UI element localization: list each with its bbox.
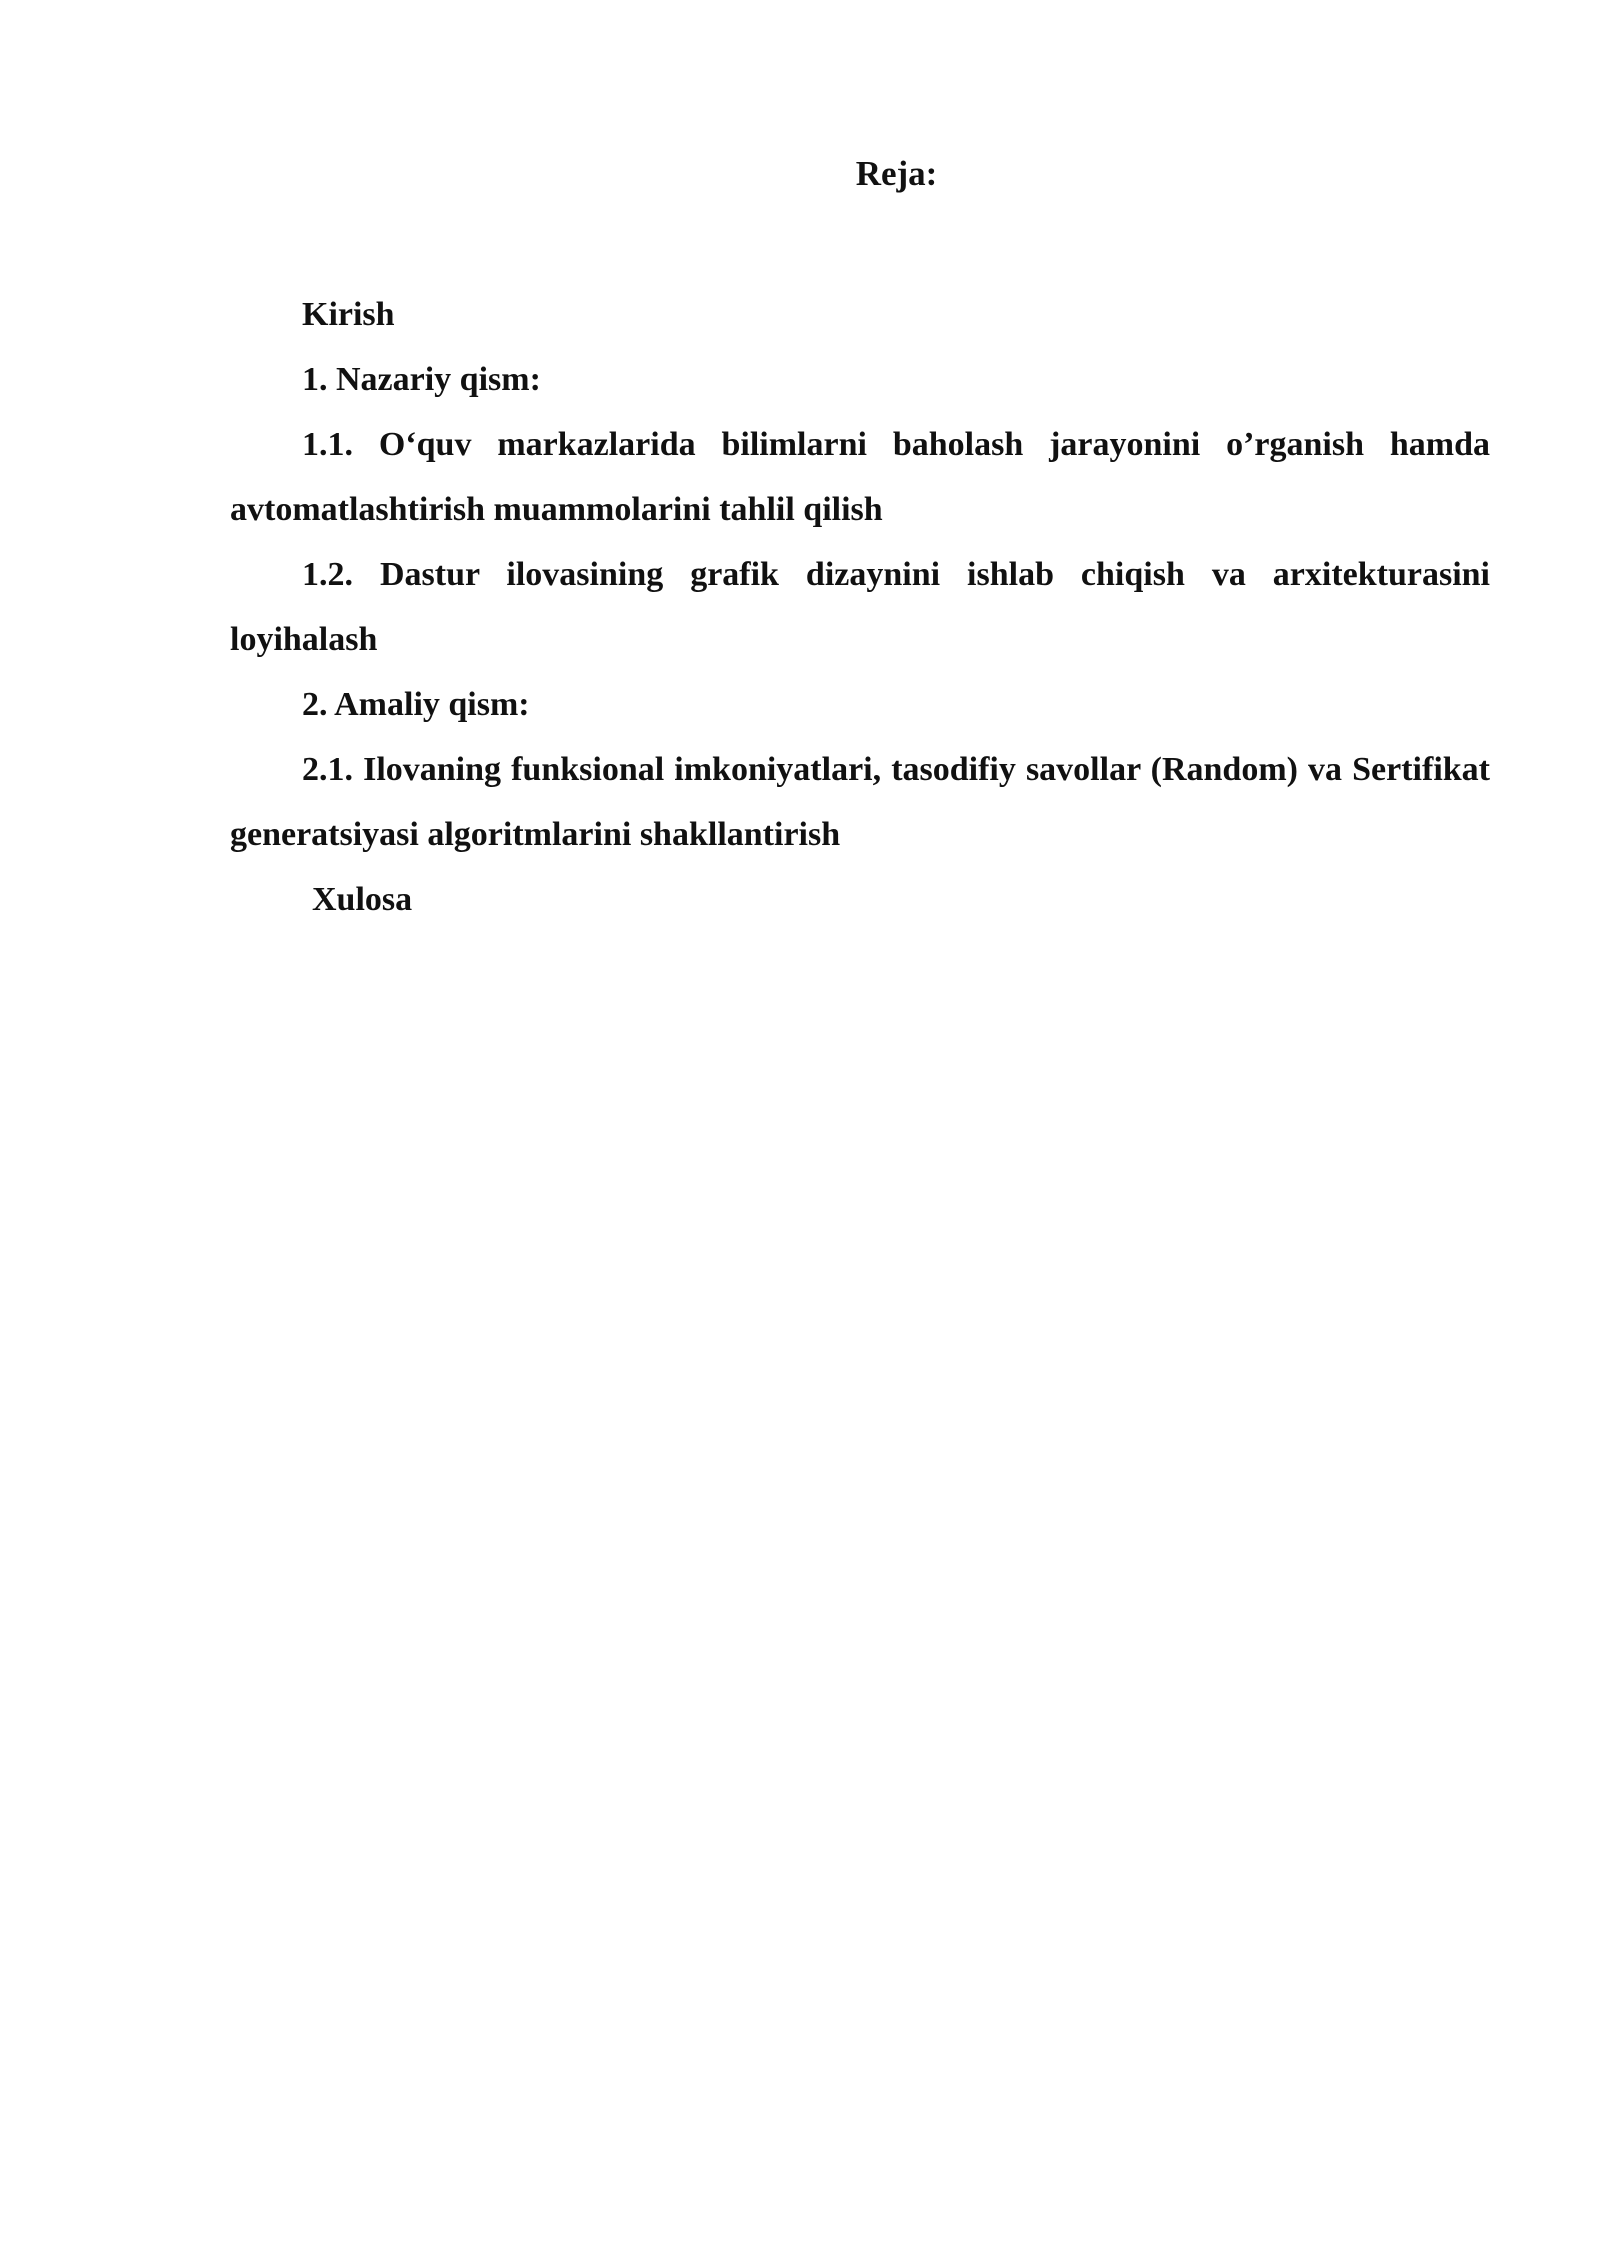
- plan-item-practical-section: 2. Amaliy qism:: [302, 686, 530, 723]
- plan-item-theory-section: 1. Nazariy qism:: [302, 361, 541, 398]
- page-title: Reja:: [855, 154, 938, 193]
- plan-item-1-2: 1.2. Dastur ilovasining grafik dizaynini ishlab chiqish va arxitekturasini loyihalash: [230, 556, 1490, 658]
- plan-item-1-1: 1.1. O‘quv markazlarida bilimlarni baholash jarayonini o’rganish hamda avtomatlashtirish muammolarini tahlil qilish: [230, 426, 1490, 528]
- plan-item-conclusion: Xulosa: [312, 881, 413, 918]
- plan-list: [230, 282, 1490, 932]
- plan-item-introduction: Kirish: [302, 296, 395, 333]
- plan-item-2-1: 2.1. Ilovaning funksional imkoniyatlari, tasodifiy savollar (Random) va Sertifikat generatsiyasi algoritmlarini shakllantirish: [230, 751, 1490, 853]
